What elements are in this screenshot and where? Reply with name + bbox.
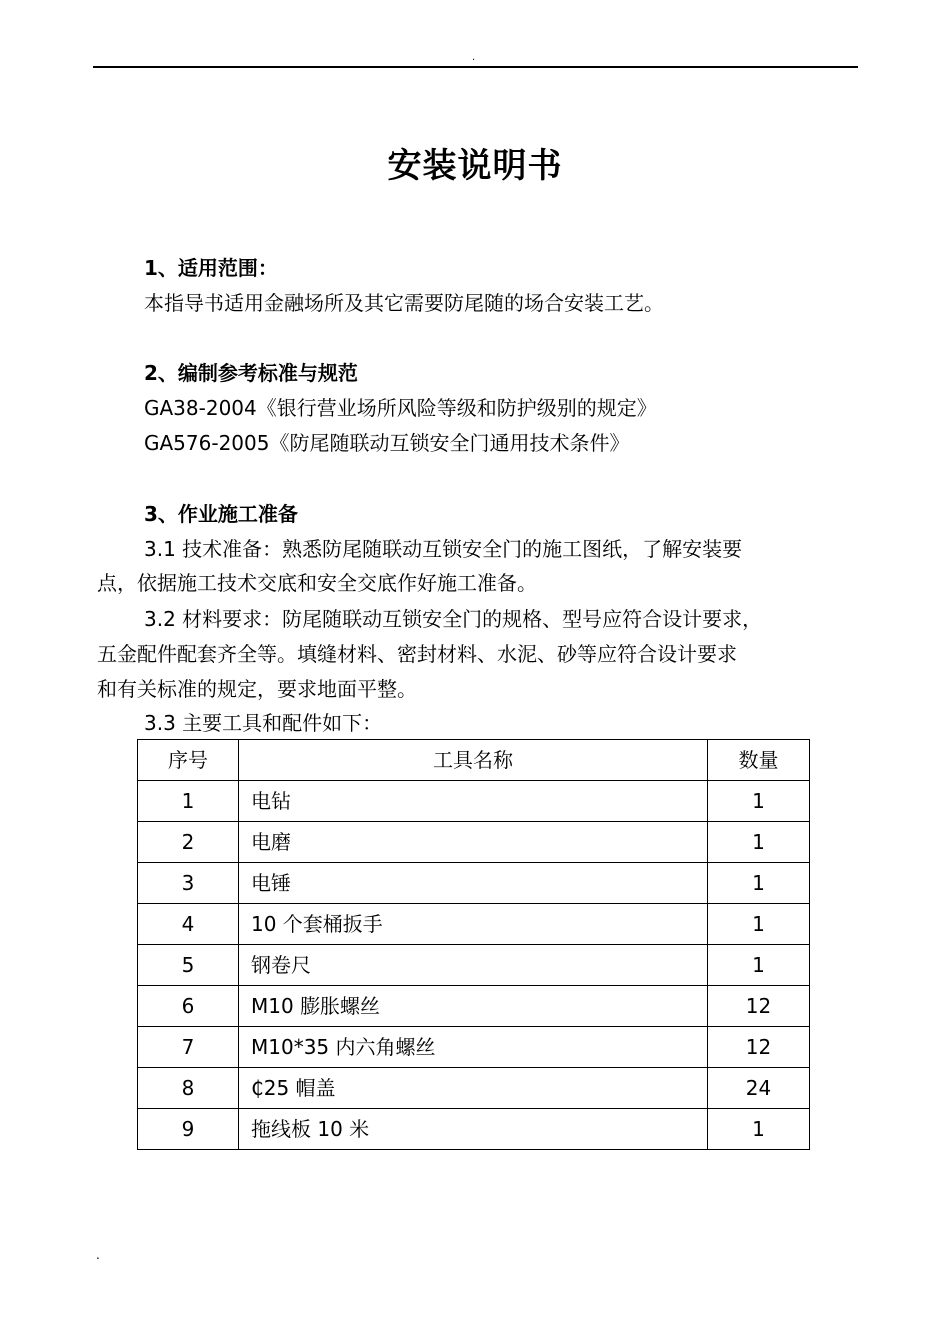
row-no: 5 [138,945,239,986]
row-tool-name: 电锤 [239,863,708,904]
row-quantity: 12 [708,986,810,1027]
row-quantity: 12 [708,1027,810,1068]
row-tool-name: 电钻 [239,781,708,822]
section-3-1-line-2: 点，依据施工技术交底和安全交底作好施工准备。 [97,571,537,595]
row-quantity: 24 [708,1068,810,1109]
row-tool-name: 电磨 [239,822,708,863]
header-quantity: 数量 [708,740,810,781]
row-no: 2 [138,822,239,863]
row-quantity: 1 [708,863,810,904]
row-tool-name: 拖线板 10 米 [239,1109,708,1150]
section-3-2-line-1: 3.2 材料要求：防尾随联动互锁安全门的规格、型号应符合设计要求， [144,607,763,631]
row-quantity: 1 [708,1109,810,1150]
table-row [138,1068,810,1109]
section-3-heading: 3、作业施工准备 [144,502,298,526]
section-3-2-line-2: 五金配件配套齐全等。填缝材料、密封材料、水泥、砂等应符合设计要求 [97,642,737,666]
section-2-heading: 2、编制参考标准与规范 [144,361,358,385]
standard-ga576: GA576-2005《防尾随联动互锁安全门通用技术条件》 [144,431,630,455]
section-3-1-line-1: 3.1 技术准备：熟悉防尾随联动互锁安全门的施工图纸，了解安装要 [144,537,743,561]
table-row [138,1027,810,1068]
row-quantity: 1 [708,822,810,863]
row-tool-name: M10 膨胀螺丝 [239,986,708,1027]
row-no: 7 [138,1027,239,1068]
row-no: 9 [138,1109,239,1150]
row-tool-name: 10 个套桶扳手 [239,904,708,945]
table-row [138,781,810,822]
tools-table [137,739,810,1150]
row-tool-name: ₵25 帽盖 [239,1068,708,1109]
table-row [138,863,810,904]
table-row [138,986,810,1027]
table-row [138,945,810,986]
row-tool-name: M10*35 内六角螺丝 [239,1027,708,1068]
table-row [138,904,810,945]
row-no: 4 [138,904,239,945]
section-3-2-line-3: 和有关标准的规定，要求地面平整。 [97,677,417,701]
header-rule [93,66,858,68]
document-title: 安装说明书 [387,146,563,186]
row-tool-name: 钢卷尺 [239,945,708,986]
row-quantity: 1 [708,945,810,986]
row-no: 1 [138,781,239,822]
row-no: 6 [138,986,239,1027]
row-quantity: 1 [708,781,810,822]
row-no: 3 [138,863,239,904]
section-1-heading: 1、适用范围： [144,256,278,280]
table-row [138,1109,810,1150]
section-3-3-line: 3.3 主要工具和配件如下： [144,711,383,735]
header-dot: . [472,52,476,63]
table-header-row [138,740,810,781]
standard-ga38: GA38-2004《银行营业场所风险等级和防护级别的规定》 [144,396,657,420]
header-tool-name: 工具名称 [239,740,708,781]
row-no: 8 [138,1068,239,1109]
section-1-text: 本指导书适用金融场所及其它需要防尾随的场合安装工艺。 [144,291,664,315]
footer-dot: . [96,1248,100,1262]
row-quantity: 1 [708,904,810,945]
header-no: 序号 [138,740,239,781]
table-row [138,822,810,863]
